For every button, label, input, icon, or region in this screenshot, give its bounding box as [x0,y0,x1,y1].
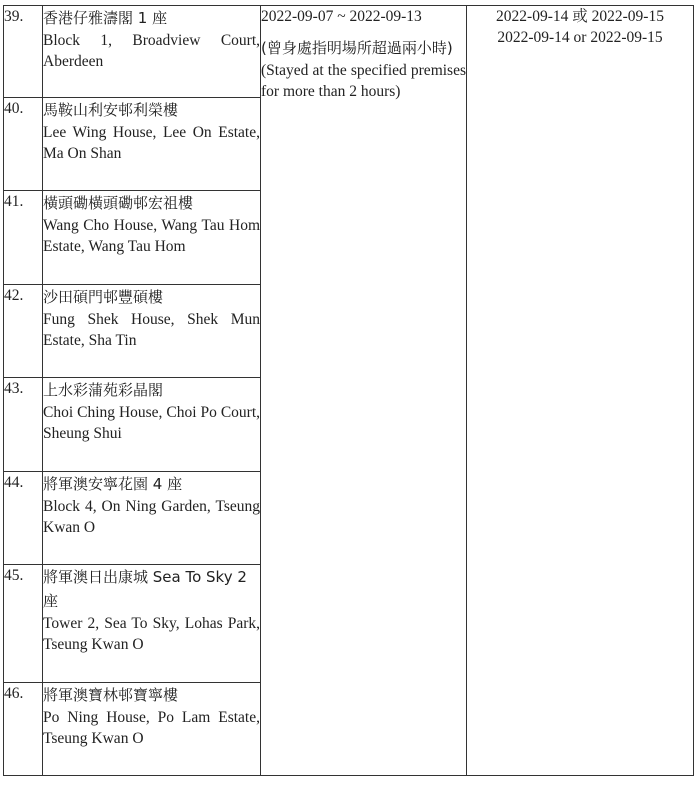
premises-name-en: Tower 2, Sea To Sky, Lohas Park, Tseung Kwan O [43,615,260,653]
test-dates-zh: 2022-09-14 或 2022-09-15 [496,8,664,25]
premises-name-en: Fung Shek House, Shek Mun Estate, Sha Tin [43,311,260,349]
premises-name-zh: 橫頭磡橫頭磡邨宏祖樓 [43,194,194,212]
test-dates-cell [467,6,694,776]
premises-cell [43,472,261,565]
row-number: 41. [4,191,43,285]
premises-name-en: Choi Ching House, Choi Po Court, Sheung Shui [43,404,260,442]
premises-name-en: Wang Cho House, Wang Tau Hom Estate, Wang Tau Hom [43,217,260,255]
period-note-en: (Stayed at the specified premises for more than 2 hours) [261,62,466,100]
period-range: 2022-09-07 ~ 2022-09-13 [261,8,422,25]
row-number: 42. [4,285,43,378]
table-row [4,6,694,98]
premises-cell [43,683,261,776]
premises-name-zh: 將軍澳寶林邨寶寧樓 [43,686,179,704]
premises-cell [43,378,261,472]
premises-name-zh: 將軍澳安寧花園 4 座 [43,475,183,493]
premises-cell [43,285,261,378]
row-number: 46. [4,683,43,776]
period-cell [261,6,467,776]
premises-name-zh: 將軍澳日出康城 Sea To Sky 2 座 [43,568,247,610]
row-number: 39. [4,6,43,98]
premises-name-zh: 上水彩蒲苑彩晶閣 [43,381,164,399]
test-dates-en: 2022-09-14 or 2022-09-15 [497,29,663,46]
period-note-zh: (曾身處指明場所超過兩小時) [261,39,453,57]
premises-name-en: Block 1, Broadview Court, Aberdeen [43,32,260,70]
premises-cell [43,565,261,683]
row-number: 44. [4,472,43,565]
row-number: 45. [4,565,43,683]
premises-name-zh: 香港仔雅濤閣 1 座 [43,9,168,27]
premises-cell [43,98,261,191]
premises-name-en: Lee Wing House, Lee On Estate, Ma On Shan [43,124,260,162]
row-number: 43. [4,378,43,472]
row-number: 40. [4,98,43,191]
premises-name-zh: 馬鞍山利安邨利榮樓 [43,101,179,119]
specified-premises-table [3,5,694,776]
premises-name-zh: 沙田碩門邨豐碩樓 [43,288,164,306]
premises-cell [43,6,261,98]
premises-name-en: Po Ning House, Po Lam Estate, Tseung Kwan O [43,709,260,747]
premises-cell [43,191,261,285]
premises-name-en: Block 4, On Ning Garden, Tseung Kwan O [43,498,260,536]
